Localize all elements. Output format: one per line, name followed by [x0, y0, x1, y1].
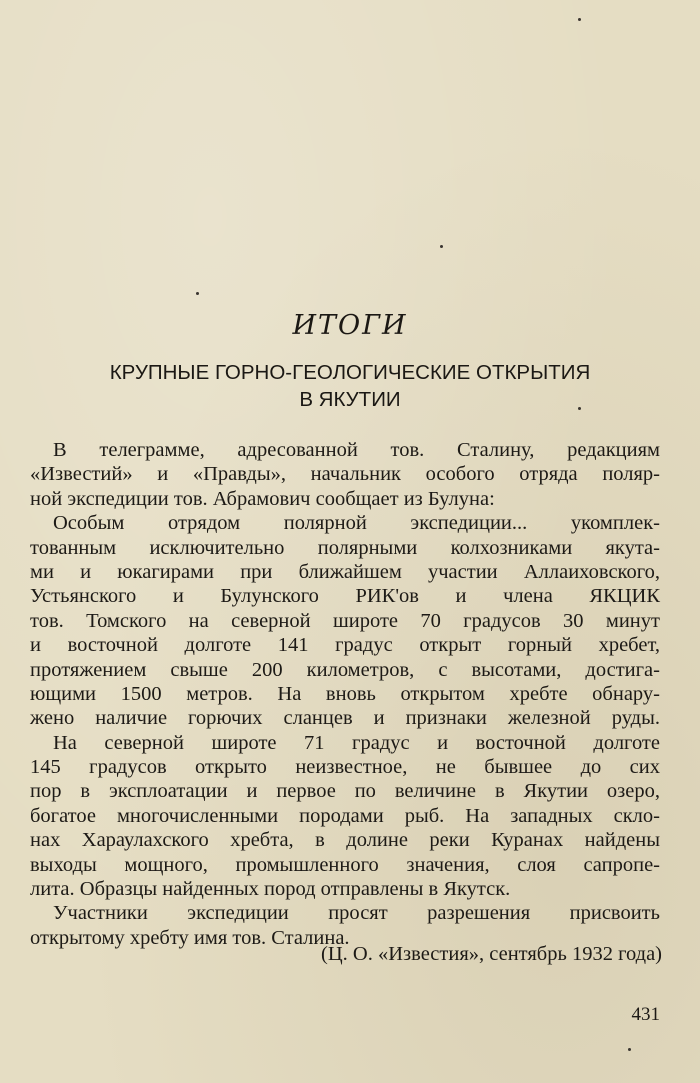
ink-speck	[628, 1048, 631, 1051]
body-line: На северной широте 71 градус и восточной долготе	[53, 731, 660, 754]
article-body	[30, 438, 660, 950]
body-line: богатое многочисленными породами рыб. На западных скло-	[30, 804, 660, 827]
section-heading: ИТОГИ	[292, 310, 408, 341]
body-line: и восточной долготе 141 градус открыт горный хребет,	[30, 634, 660, 657]
body-line: тованным исключительно полярными колхозниками якута-	[30, 536, 660, 559]
source-citation: (Ц. О. «Известия», сентябрь 1932 года)	[321, 943, 662, 965]
article-title-line-1: КРУПНЫЕ ГОРНО-ГЕОЛОГИЧЕСКИЕ ОТКРЫТИЯ	[109, 361, 591, 384]
body-line: Участники экспедиции просят разрешения присвоить	[53, 902, 660, 925]
body-line: открытому хребту имя тов. Сталина.	[30, 926, 350, 949]
body-line: выходы мощного, промышленного значения, слоя сапропе-	[30, 853, 660, 876]
body-line: ной экспедиции тов. Абрамович сообщает из Булуна:	[30, 487, 495, 510]
article-title-line-2: В ЯКУТИИ	[299, 388, 401, 411]
body-line: Особым отрядом полярной экспедиции... укомплек-	[53, 512, 660, 535]
body-line: жено наличие горючих сланцев и признаки железной руды.	[30, 707, 660, 730]
body-line: протяжением свыше 200 километров, с высотами, достига-	[30, 658, 660, 681]
ink-speck	[578, 18, 581, 21]
body-line: тов. Томского на северной широте 70 градусов 30 минут	[30, 609, 660, 632]
body-line: ми и юкагирами при ближайшем участии Аллаиховского,	[30, 560, 660, 583]
body-line: ющими 1500 метров. На вновь открытом хребте обнару-	[30, 682, 660, 705]
page-number: 431	[631, 1004, 660, 1025]
body-line: «Известий» и «Правды», начальник особого отряда поляр-	[30, 463, 660, 486]
body-line: 145 градусов открыто неизвестное, не бывшее до сих	[30, 756, 660, 779]
article-title	[40, 359, 660, 413]
body-line: лита. Образцы найденных пород отправлены в Якутск.	[30, 878, 511, 901]
body-line: нах Хараулахского хребта, в долине реки Куранах найдены	[30, 829, 660, 852]
ink-speck	[196, 292, 199, 295]
body-line: пор в эксплоатации и первое по величине в Якутии озеро,	[30, 780, 660, 803]
ink-speck	[578, 407, 581, 410]
body-line: Устьянского и Булунского РИК'ов и члена ЯКЦИК	[30, 585, 660, 608]
ink-speck	[440, 245, 443, 248]
body-line: В телеграмме, адресованной тов. Сталину, редакциям	[53, 439, 660, 461]
